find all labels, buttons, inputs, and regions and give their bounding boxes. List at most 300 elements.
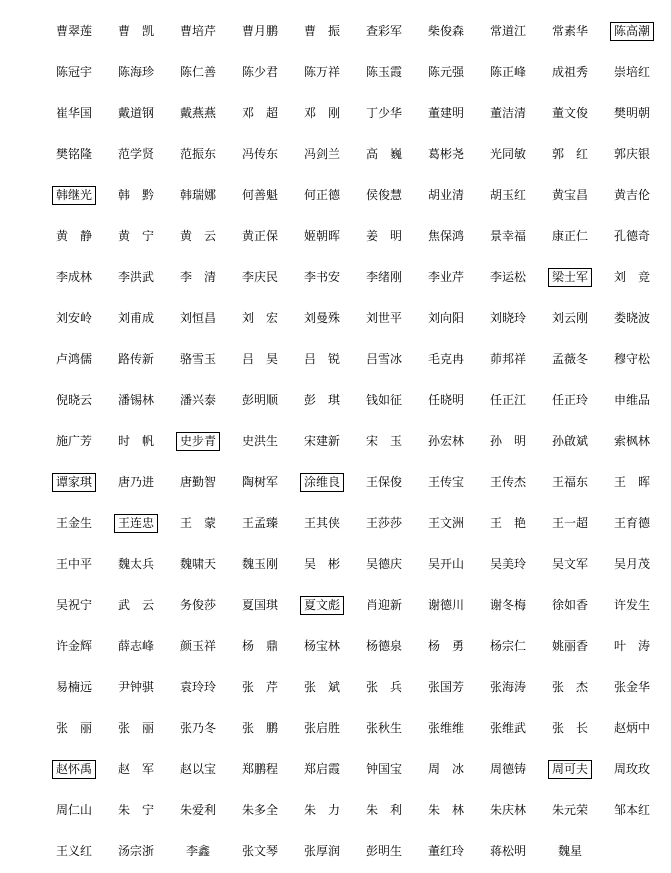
name-cell xyxy=(291,473,353,492)
name-cell xyxy=(477,350,539,369)
name-cell xyxy=(601,596,663,615)
name-cell xyxy=(601,145,663,164)
name-cell xyxy=(353,145,415,164)
name-item[interactable]: 王中平 xyxy=(55,557,92,571)
name-item[interactable]: 董文俊 xyxy=(551,106,588,120)
name-item[interactable]: 潘锡林 xyxy=(117,393,154,407)
name-item[interactable]: 董建明 xyxy=(427,106,464,120)
name-item[interactable]: 李 清 xyxy=(179,270,216,284)
name-item[interactable]: 葛彬尧 xyxy=(427,147,464,161)
name-item[interactable]: 张 杰 xyxy=(551,680,588,694)
name-cell xyxy=(43,473,105,492)
name-item[interactable]: 薛志峰 xyxy=(117,639,154,653)
name-item[interactable]: 李运松 xyxy=(489,270,526,284)
name-cell xyxy=(167,432,229,451)
name-item[interactable]: 刘甫成 xyxy=(117,311,154,325)
name-item[interactable]: 董红玲 xyxy=(427,844,464,858)
name-item[interactable]: 王孟臻 xyxy=(241,516,278,530)
name-item[interactable]: 唐勤智 xyxy=(179,475,216,489)
name-item[interactable]: 杨 勇 xyxy=(427,639,464,653)
name-item[interactable]: 张 鹏 xyxy=(241,721,278,735)
name-cell xyxy=(229,22,291,41)
name-cell xyxy=(43,268,105,287)
name-row xyxy=(43,175,663,216)
name-cell xyxy=(539,473,601,492)
name-cell xyxy=(415,555,477,574)
name-cell xyxy=(477,678,539,697)
name-cell xyxy=(229,186,291,205)
name-item[interactable]: 李业芹 xyxy=(427,270,464,284)
name-cell xyxy=(353,760,415,779)
name-cell xyxy=(167,514,229,533)
name-item[interactable]: 姚丽香 xyxy=(551,639,588,653)
name-item[interactable]: 曹月鹏 xyxy=(241,24,278,38)
name-item[interactable]: 武 云 xyxy=(117,598,154,612)
name-item[interactable]: 卢鸿儒 xyxy=(55,352,92,366)
name-item[interactable]: 何正德 xyxy=(303,188,340,202)
name-item[interactable]: 赵以宝 xyxy=(179,762,216,776)
name-item[interactable]: 刘向阳 xyxy=(427,311,464,325)
name-item[interactable]: 时 帆 xyxy=(117,434,154,448)
name-item[interactable]: 张启胜 xyxy=(303,721,340,735)
name-item[interactable]: 查彩军 xyxy=(365,24,402,38)
name-item[interactable]: 茆邦祥 xyxy=(489,352,526,366)
name-cell xyxy=(291,760,353,779)
name-cell xyxy=(477,760,539,779)
name-item[interactable]: 常道江 xyxy=(489,24,526,38)
name-item[interactable]: 陈玉霞 xyxy=(365,65,402,79)
name-item[interactable]: 范学贤 xyxy=(117,147,154,161)
name-item[interactable]: 刘曼殊 xyxy=(303,311,340,325)
name-item[interactable]: 吴德庆 xyxy=(365,557,402,571)
name-row xyxy=(43,585,663,626)
name-row xyxy=(43,544,663,585)
name-item[interactable]: 夏国琪 xyxy=(241,598,278,612)
name-item[interactable]: 任正江 xyxy=(489,393,526,407)
name-item[interactable]: 朱 利 xyxy=(365,803,402,817)
name-item[interactable]: 王 晖 xyxy=(613,475,650,489)
name-item[interactable]: 王 艳 xyxy=(489,516,526,530)
name-item[interactable]: 王 蒙 xyxy=(179,516,216,530)
name-cell xyxy=(353,350,415,369)
name-item[interactable]: 孔德奇 xyxy=(613,229,650,243)
name-cell xyxy=(601,555,663,574)
name-cell xyxy=(539,760,601,779)
name-item[interactable]: 魏啸天 xyxy=(179,557,216,571)
name-cell xyxy=(601,104,663,123)
name-item[interactable]: 尹钟骐 xyxy=(117,680,154,694)
name-item[interactable]: 张 丽 xyxy=(55,721,92,735)
name-item[interactable]: 谢德川 xyxy=(427,598,464,612)
name-item[interactable]: 朱 力 xyxy=(303,803,340,817)
name-item[interactable]: 柴俊森 xyxy=(427,24,464,38)
name-item[interactable]: 毛克冉 xyxy=(427,352,464,366)
name-cell xyxy=(229,104,291,123)
name-row xyxy=(43,52,663,93)
name-item[interactable]: 彭明生 xyxy=(365,844,402,858)
name-item[interactable]: 崇培红 xyxy=(613,65,650,79)
name-item[interactable]: 王一超 xyxy=(551,516,588,530)
name-item[interactable]: 王福东 xyxy=(551,475,588,489)
name-cell xyxy=(105,63,167,82)
name-item[interactable]: 黄正保 xyxy=(241,229,278,243)
name-item[interactable]: 吴美玲 xyxy=(489,557,526,571)
name-item[interactable]: 易楠远 xyxy=(55,680,92,694)
name-item[interactable]: 任晓明 xyxy=(427,393,464,407)
name-item[interactable]: 袁玲玲 xyxy=(179,680,216,694)
name-item[interactable]: 孙 明 xyxy=(489,434,526,448)
name-item[interactable]: 娄晓波 xyxy=(613,311,650,325)
name-item[interactable]: 陈少君 xyxy=(241,65,278,79)
name-item[interactable]: 李鑫 xyxy=(185,844,210,858)
name-item[interactable]: 何善魁 xyxy=(241,188,278,202)
name-item[interactable]: 曹 振 xyxy=(303,24,340,38)
name-item[interactable]: 张 芹 xyxy=(241,680,278,694)
name-item[interactable]: 钱如征 xyxy=(365,393,402,407)
name-item[interactable]: 王文洲 xyxy=(427,516,464,530)
name-item[interactable]: 朱庆林 xyxy=(489,803,526,817)
name-cell xyxy=(229,268,291,287)
name-item[interactable]: 王莎莎 xyxy=(365,516,402,530)
name-item[interactable]: 刘世平 xyxy=(365,311,402,325)
name-item[interactable]: 彭明顺 xyxy=(241,393,278,407)
name-item[interactable]: 姬朝晖 xyxy=(303,229,340,243)
name-cell xyxy=(229,760,291,779)
name-item[interactable]: 许发生 xyxy=(613,598,650,612)
name-item[interactable]: 陈海珍 xyxy=(117,65,154,79)
name-item[interactable]: 邓 超 xyxy=(241,106,278,120)
name-item[interactable]: 陶树军 xyxy=(241,475,278,489)
name-item[interactable]: 曹翠莲 xyxy=(55,24,92,38)
name-item[interactable]: 吴文军 xyxy=(551,557,588,571)
name-cell xyxy=(291,145,353,164)
name-cell xyxy=(539,432,601,451)
name-row xyxy=(43,503,663,544)
name-item[interactable]: 郑鹏程 xyxy=(241,762,278,776)
name-cell xyxy=(415,637,477,656)
name-item[interactable]: 倪晓云 xyxy=(55,393,92,407)
name-cell xyxy=(229,555,291,574)
name-row xyxy=(43,462,663,503)
name-item[interactable]: 杨德泉 xyxy=(365,639,402,653)
name-cell xyxy=(353,104,415,123)
name-cell xyxy=(415,63,477,82)
name-item[interactable]: 彭 琪 xyxy=(303,393,340,407)
name-item[interactable]: 钟国宝 xyxy=(365,762,402,776)
name-item[interactable]: 张金华 xyxy=(613,680,650,694)
name-item-selected[interactable]: 涂维良 xyxy=(300,473,344,492)
name-item[interactable]: 王义红 xyxy=(55,844,92,858)
name-item[interactable]: 施广芳 xyxy=(55,434,92,448)
name-item[interactable]: 宋 玉 xyxy=(365,434,402,448)
name-cell xyxy=(415,596,477,615)
name-item[interactable]: 丁少华 xyxy=(365,106,402,120)
name-cell xyxy=(105,22,167,41)
name-cell xyxy=(43,514,105,533)
name-item-selected[interactable]: 王连忠 xyxy=(114,514,158,533)
name-item-selected[interactable]: 夏文彪 xyxy=(300,596,344,615)
name-item[interactable]: 唐乃进 xyxy=(117,475,154,489)
name-item[interactable]: 张文琴 xyxy=(241,844,278,858)
name-item[interactable]: 谢冬梅 xyxy=(489,598,526,612)
name-item[interactable]: 颜玉祥 xyxy=(179,639,216,653)
name-item[interactable]: 邓 刚 xyxy=(303,106,340,120)
name-item[interactable]: 冯传东 xyxy=(241,147,278,161)
name-item-selected[interactable]: 梁士军 xyxy=(548,268,592,287)
name-item[interactable]: 张 兵 xyxy=(365,680,402,694)
name-item[interactable]: 路传新 xyxy=(117,352,154,366)
name-item[interactable]: 景幸福 xyxy=(489,229,526,243)
name-item[interactable]: 李绪刚 xyxy=(365,270,402,284)
name-item[interactable]: 蒋松明 xyxy=(489,844,526,858)
name-item[interactable]: 王金生 xyxy=(55,516,92,530)
name-item-selected[interactable]: 周可夫 xyxy=(548,760,592,779)
name-item[interactable]: 王保俊 xyxy=(365,475,402,489)
name-cell xyxy=(105,391,167,410)
name-item[interactable]: 陈冠宇 xyxy=(55,65,92,79)
name-item[interactable]: 焦保鸿 xyxy=(427,229,464,243)
name-item-selected[interactable]: 赵怀禹 xyxy=(52,760,96,779)
name-cell xyxy=(105,596,167,615)
name-cell xyxy=(291,186,353,205)
name-item[interactable]: 汤宗浙 xyxy=(117,844,154,858)
name-cell xyxy=(477,63,539,82)
name-item[interactable]: 王传宝 xyxy=(427,475,464,489)
name-item[interactable]: 刘晓玲 xyxy=(489,311,526,325)
name-cell xyxy=(539,309,601,328)
name-cell xyxy=(43,637,105,656)
name-item[interactable]: 胡玉红 xyxy=(489,188,526,202)
name-item[interactable]: 张 长 xyxy=(551,721,588,735)
name-cell xyxy=(43,719,105,738)
name-item[interactable]: 张 丽 xyxy=(117,721,154,735)
name-item[interactable]: 孙啟斌 xyxy=(551,434,588,448)
name-item[interactable]: 韩 黔 xyxy=(117,188,154,202)
name-row xyxy=(43,339,663,380)
name-item[interactable]: 高 巍 xyxy=(365,147,402,161)
name-item-selected[interactable]: 史步青 xyxy=(176,432,220,451)
name-item[interactable]: 宋建新 xyxy=(303,434,340,448)
name-item-selected[interactable]: 陈高潮 xyxy=(610,22,654,41)
name-cell xyxy=(167,391,229,410)
name-cell xyxy=(43,760,105,779)
name-item[interactable]: 刘恒昌 xyxy=(179,311,216,325)
name-item[interactable]: 郭 红 xyxy=(551,147,588,161)
name-cell xyxy=(601,473,663,492)
name-item[interactable]: 吴 彬 xyxy=(303,557,340,571)
name-cell xyxy=(477,186,539,205)
name-item[interactable]: 李成林 xyxy=(55,270,92,284)
name-item[interactable]: 樊明朝 xyxy=(613,106,650,120)
name-cell xyxy=(291,596,353,615)
name-cell xyxy=(43,145,105,164)
name-item[interactable]: 范振东 xyxy=(179,147,216,161)
name-item[interactable]: 郭庆银 xyxy=(613,147,650,161)
name-cell xyxy=(291,268,353,287)
name-cell xyxy=(477,637,539,656)
name-item[interactable]: 周玫玫 xyxy=(613,762,650,776)
name-item[interactable]: 吴开山 xyxy=(427,557,464,571)
name-item[interactable]: 刘 竞 xyxy=(613,270,650,284)
name-item[interactable]: 周德铸 xyxy=(489,762,526,776)
name-item[interactable]: 务俊莎 xyxy=(179,598,216,612)
name-cell xyxy=(601,514,663,533)
name-item[interactable]: 李洪武 xyxy=(117,270,154,284)
name-item[interactable]: 董洁清 xyxy=(489,106,526,120)
name-cell xyxy=(415,309,477,328)
name-cell xyxy=(167,63,229,82)
name-item[interactable]: 韩瑞娜 xyxy=(179,188,216,202)
name-item[interactable]: 王传杰 xyxy=(489,475,526,489)
name-cell xyxy=(477,514,539,533)
name-item[interactable]: 杨宗仁 xyxy=(489,639,526,653)
name-item[interactable]: 任正玲 xyxy=(551,393,588,407)
name-item[interactable]: 朱 宁 xyxy=(117,803,154,817)
name-cell xyxy=(477,596,539,615)
name-item[interactable]: 骆雪玉 xyxy=(179,352,216,366)
name-cell xyxy=(229,145,291,164)
name-cell xyxy=(601,22,663,41)
name-item[interactable]: 陈仁善 xyxy=(179,65,216,79)
name-cell xyxy=(43,63,105,82)
name-item[interactable]: 朱 林 xyxy=(427,803,464,817)
name-item[interactable]: 张国芳 xyxy=(427,680,464,694)
name-item[interactable]: 冯剑兰 xyxy=(303,147,340,161)
name-item[interactable]: 潘兴泰 xyxy=(179,393,216,407)
name-item[interactable]: 郑启霞 xyxy=(303,762,340,776)
name-cell xyxy=(601,801,663,820)
name-cell xyxy=(105,145,167,164)
name-item-selected[interactable]: 韩继光 xyxy=(52,186,96,205)
name-item[interactable]: 周仁山 xyxy=(55,803,92,817)
name-item[interactable]: 徐如香 xyxy=(551,598,588,612)
name-item[interactable]: 穆守松 xyxy=(613,352,650,366)
name-item[interactable]: 许金辉 xyxy=(55,639,92,653)
name-item[interactable]: 戴道钢 xyxy=(117,106,154,120)
name-item[interactable]: 申维品 xyxy=(613,393,650,407)
name-item[interactable]: 肖迎新 xyxy=(365,598,402,612)
name-item[interactable]: 成祖秀 xyxy=(551,65,588,79)
name-item[interactable]: 邹本红 xyxy=(613,803,650,817)
name-item[interactable]: 胡业清 xyxy=(427,188,464,202)
name-item[interactable]: 吕雪冰 xyxy=(365,352,402,366)
name-cell xyxy=(43,22,105,41)
name-cell xyxy=(539,842,601,861)
name-cell xyxy=(167,555,229,574)
name-item[interactable]: 朱多全 xyxy=(241,803,278,817)
name-item[interactable]: 黄吉伦 xyxy=(613,188,650,202)
name-item[interactable]: 陈元强 xyxy=(427,65,464,79)
name-item[interactable]: 魏星 xyxy=(557,844,582,858)
name-item[interactable]: 刘 宏 xyxy=(241,311,278,325)
name-item[interactable]: 曹培芹 xyxy=(179,24,216,38)
name-item[interactable]: 常素华 xyxy=(551,24,588,38)
name-item[interactable]: 吴月茂 xyxy=(613,557,650,571)
name-item[interactable]: 张秋生 xyxy=(365,721,402,735)
name-cell xyxy=(229,719,291,738)
name-item[interactable]: 李书安 xyxy=(303,270,340,284)
name-cell xyxy=(415,22,477,41)
name-item[interactable]: 刘安岭 xyxy=(55,311,92,325)
name-cell xyxy=(167,596,229,615)
name-item[interactable]: 张维维 xyxy=(427,721,464,735)
name-item[interactable]: 李庆民 xyxy=(241,270,278,284)
name-item[interactable]: 黄 宁 xyxy=(117,229,154,243)
name-item[interactable]: 周 冰 xyxy=(427,762,464,776)
name-cell xyxy=(353,555,415,574)
name-item[interactable]: 史洪生 xyxy=(241,434,278,448)
name-item[interactable]: 曹 凯 xyxy=(117,24,154,38)
name-item[interactable]: 魏太兵 xyxy=(117,557,154,571)
name-item[interactable]: 赵炳中 xyxy=(613,721,650,735)
name-item[interactable]: 吴祝宁 xyxy=(55,598,92,612)
name-item[interactable]: 朱元荣 xyxy=(551,803,588,817)
name-item[interactable]: 侯俊慧 xyxy=(365,188,402,202)
name-cell xyxy=(229,391,291,410)
name-item[interactable]: 孟薇冬 xyxy=(551,352,588,366)
name-item[interactable]: 黄 静 xyxy=(55,229,92,243)
name-item[interactable]: 朱爱利 xyxy=(179,803,216,817)
name-item[interactable]: 孙宏林 xyxy=(427,434,464,448)
name-item[interactable]: 黄 云 xyxy=(179,229,216,243)
name-item[interactable]: 叶 涛 xyxy=(613,639,650,653)
name-cell xyxy=(477,391,539,410)
name-item[interactable]: 陈万祥 xyxy=(303,65,340,79)
name-item[interactable]: 刘云刚 xyxy=(551,311,588,325)
name-item[interactable]: 姜 明 xyxy=(365,229,402,243)
name-item[interactable]: 戴燕燕 xyxy=(179,106,216,120)
name-item[interactable]: 黄宝昌 xyxy=(551,188,588,202)
name-item[interactable]: 张厚润 xyxy=(303,844,340,858)
name-cell xyxy=(43,391,105,410)
name-cell xyxy=(353,801,415,820)
name-item[interactable]: 张乃冬 xyxy=(179,721,216,735)
name-item[interactable]: 光同敏 xyxy=(489,147,526,161)
name-item-selected[interactable]: 谭家琪 xyxy=(52,473,96,492)
name-cell xyxy=(415,186,477,205)
name-row xyxy=(43,216,663,257)
name-item[interactable]: 杨 鼎 xyxy=(241,639,278,653)
name-cell xyxy=(291,104,353,123)
name-item[interactable]: 魏玉刚 xyxy=(241,557,278,571)
name-cell xyxy=(415,842,477,861)
name-cell xyxy=(601,268,663,287)
name-item[interactable]: 樊铭隆 xyxy=(55,147,92,161)
name-item[interactable]: 张 斌 xyxy=(303,680,340,694)
name-cell xyxy=(601,63,663,82)
name-item[interactable]: 张维武 xyxy=(489,721,526,735)
name-item[interactable]: 王育德 xyxy=(613,516,650,530)
name-item[interactable]: 崔华国 xyxy=(55,106,92,120)
name-cell xyxy=(291,22,353,41)
name-item[interactable]: 陈正峰 xyxy=(489,65,526,79)
name-item[interactable]: 张海涛 xyxy=(489,680,526,694)
name-row xyxy=(43,667,663,708)
name-item[interactable]: 康正仁 xyxy=(551,229,588,243)
name-cell xyxy=(229,309,291,328)
name-item[interactable]: 吕 昊 xyxy=(241,352,278,366)
name-cell xyxy=(43,350,105,369)
name-cell xyxy=(43,555,105,574)
name-item[interactable]: 索枫林 xyxy=(613,434,650,448)
name-item[interactable]: 吕 锐 xyxy=(303,352,340,366)
name-cell xyxy=(291,719,353,738)
name-item[interactable]: 杨宝林 xyxy=(303,639,340,653)
name-item[interactable]: 王其侠 xyxy=(303,516,340,530)
name-cell xyxy=(229,514,291,533)
name-cell xyxy=(229,678,291,697)
name-item[interactable]: 赵 军 xyxy=(117,762,154,776)
